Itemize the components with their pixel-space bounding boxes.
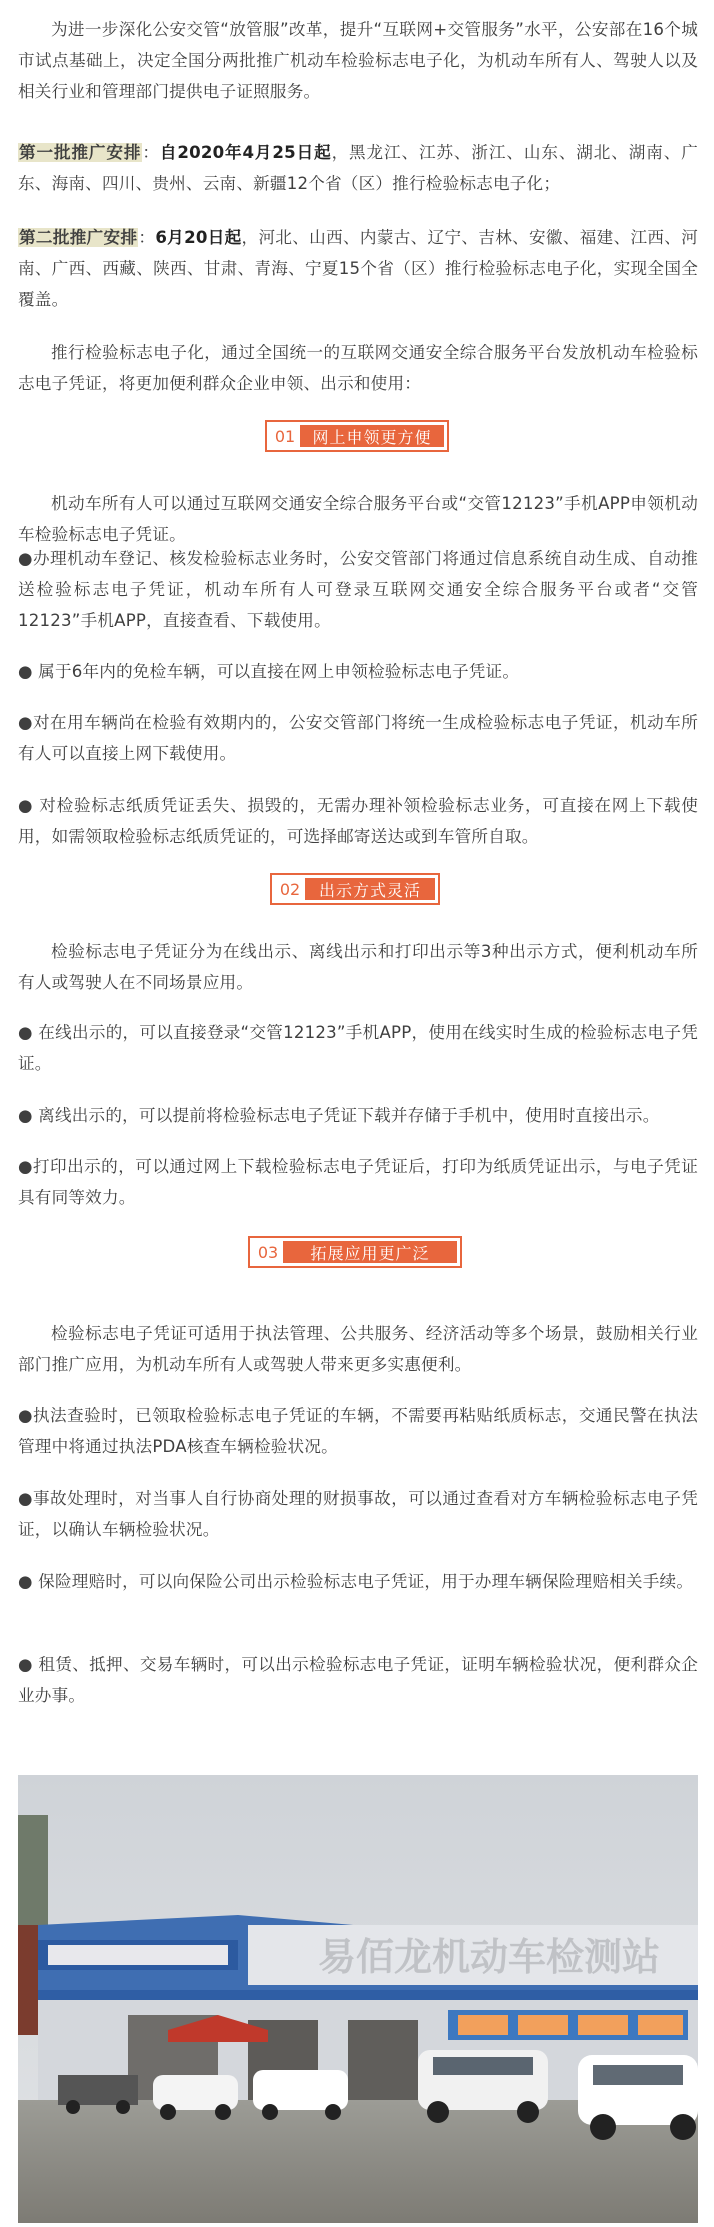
batch1-sep: ： <box>142 143 160 162</box>
intro-paragraph: 为进一步深化公安交管“放管服”改革，提升“互联网+交管服务”水平，公安部在16个城市试点基础上，决定全国分两批推广机动车检验标志电子化，为机动车所有人、驾驶人以及相关行业和管理部门提供电子证照服务。 <box>18 20 698 101</box>
s1-paragraph-4: ●对在用车辆尚在检验有效期内的，公安交管部门将统一生成检验标志电子凭证，机动车所有人可以直接上网下载使用。 <box>18 713 698 763</box>
batch1-date: 自2020年4月25日起 <box>159 143 332 162</box>
batch1-label: 第一批推广安排 <box>19 143 142 162</box>
section-title-02 <box>270 873 440 905</box>
s1-paragraph-2: ●办理机动车登记、核发检验标志业务时，公安交管部门将通过信息系统自动生成、自动推送检验标志电子凭证，机动车所有人可登录互联网交通安全综合服务平台或者“交管12123”手机APP，直接查看、下载使用。 <box>18 549 698 630</box>
section-number: 03 <box>257 1242 279 1262</box>
batch1-paragraph <box>18 137 698 199</box>
lead-paragraph: 推行检验标志电子化，通过全国统一的互联网交通安全综合服务平台发放机动车检验标志电子凭证，将更加便利群众企业申领、出示和使用： <box>18 343 698 393</box>
s3-paragraph-2: ●执法查验时，已领取检验标志电子凭证的车辆，不需要再粘贴纸质标志，交通民警在执法管理中将通过执法PDA核查车辆检验状况。 <box>18 1406 698 1456</box>
s2-paragraph-1: 检验标志电子凭证分为在线出示、离线出示和打印出示等3种出示方式，便利机动车所有人或驾驶人在不同场景应用。 <box>18 942 698 992</box>
s3-paragraph-4: ● 保险理赔时，可以向保险公司出示检验标志电子凭证，用于办理车辆保险理赔相关手续。 <box>18 1572 694 1591</box>
section-label: 网上申领更方便 <box>300 425 444 447</box>
s1-paragraph-5: ● 对检验标志纸质凭证丢失、损毁的，无需办理补领检验标志业务，可直接在网上下载使用，如需领取检验标志纸质凭证的，可选择邮寄送达或到车管所自取。 <box>18 796 698 846</box>
s3-paragraph-5: ● 租赁、抵押、交易车辆时，可以出示检验标志电子凭证，证明车辆检验状况，便利群众企业办事。 <box>18 1655 698 1705</box>
section-title-03 <box>248 1236 462 1268</box>
batch2-label: 第二批推广安排 <box>19 228 138 247</box>
batch2-sep: ： <box>138 228 156 247</box>
s3-paragraph-3: ●事故处理时，对当事人自行协商处理的财损事故，可以通过查看对方车辆检验标志电子凭证，以确认车辆检验状况。 <box>18 1489 698 1539</box>
section-title-01 <box>265 420 449 452</box>
s1-paragraph-3: ● 属于6年内的免检车辆，可以直接在网上申领检验标志电子凭证。 <box>18 662 520 681</box>
station-sign: 易佰龙机动车检测站 <box>318 1935 661 1979</box>
section-label: 出示方式灵活 <box>305 878 435 900</box>
batch2-paragraph <box>18 222 698 315</box>
section-label: 拓展应用更广泛 <box>283 1241 457 1263</box>
inspection-station-photo <box>18 1775 698 2223</box>
batch2-text: ，河北、山西、内蒙古、辽宁、吉林、安徽、福建、江西、河南、广西、西藏、陕西、甘肃、青海、宁夏15个省（区）推行检验标志电子化，实现全国全覆盖。 <box>18 228 699 309</box>
inspection-station-illustration <box>18 1775 698 2223</box>
section-number: 01 <box>274 426 296 446</box>
s2-paragraph-2: ● 在线出示的，可以直接登录“交管12123”手机APP，使用在线实时生成的检验标志电子凭证。 <box>18 1023 698 1073</box>
s3-paragraph-1: 检验标志电子凭证可适用于执法管理、公共服务、经济活动等多个场景，鼓励相关行业部门推广应用，为机动车所有人或驾驶人带来更多实惠便利。 <box>18 1324 698 1374</box>
s2-paragraph-3: ● 离线出示的，可以提前将检验标志电子凭证下载并存储于手机中，使用时直接出示。 <box>18 1106 660 1125</box>
batch2-date: 6月20日起 <box>155 228 242 247</box>
section-number: 02 <box>279 879 301 899</box>
s2-paragraph-4: ●打印出示的，可以通过网上下载检验标志电子凭证后，打印为纸质凭证出示，与电子凭证具有同等效力。 <box>18 1157 698 1207</box>
s1-paragraph-1: 机动车所有人可以通过互联网交通安全综合服务平台或“交管12123”手机APP申领机动车检验标志电子凭证。 <box>18 494 698 544</box>
batch1-text: ，黑龙江、江苏、浙江、山东、湖北、湖南、广东、海南、四川、贵州、云南、新疆12个省（区）推行检验标志电子化； <box>18 143 698 193</box>
